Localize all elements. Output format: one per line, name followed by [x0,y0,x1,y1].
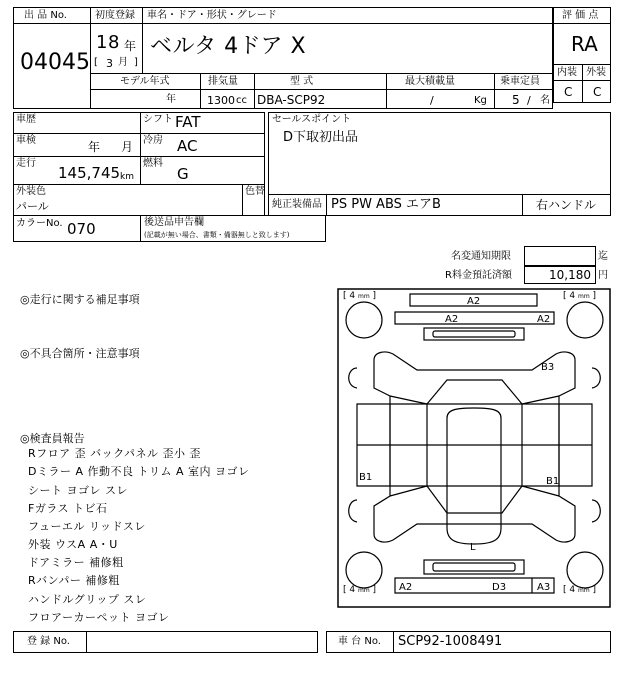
shift: FAT [175,113,201,131]
reg-no-label: 登 録 No. [27,636,70,647]
remark-line: Rフロア 歪 バックパネル 歪小 歪 [28,447,201,460]
windshield-outline [427,380,522,404]
remark-line: ドアミラー 補修粗 [28,556,124,569]
tire-depth-fr: [ 4 mm ] [563,291,597,301]
name-change-box [524,246,596,266]
inspection-month-unit: 月 [121,140,134,154]
damage-mark: A2 [445,314,459,325]
tire-depth-rr: [ 4 mm ] [563,585,597,595]
displacement-unit: cc [236,95,247,106]
rear-plate [424,560,524,574]
type: DBA-SCP92 [257,93,326,107]
displacement: 1300 [207,94,235,107]
interior-label: 内装 [557,67,577,78]
tire-depth-fl: [ 4 mm ] [343,291,377,301]
load-label: 最大積載量 [405,76,455,87]
left-mirror [349,368,357,388]
first-reg-label: 初度登録 [95,10,135,21]
type-label: 型 式 [290,76,314,87]
lot-no: 04045 [20,50,90,75]
ac-label: 冷房 [143,135,163,146]
displacement-label: 排気量 [208,76,238,87]
equipment: PS PW ABS エアB [331,197,441,212]
shift-label: シフト [143,114,173,125]
rear-window-outline [427,486,522,513]
late-reg-note: (記載が無い場合、書類・備器無しと致します) [144,231,290,239]
chassis-label: 車 台 No. [338,636,381,647]
recycle-unit: 円 [598,270,608,281]
remark-line: ハンドルグリップ スレ [28,593,147,606]
damage-mark: A2 [537,314,551,325]
front-plate [424,328,524,340]
remark-line: Rバンパー 補修粗 [28,574,120,587]
exterior-score: C [593,85,602,99]
damage-mark: B1 [546,476,560,487]
right-mirror [592,368,600,388]
defects-label: ◎不具合箇所・注意事項 [20,347,140,360]
fuel-label: 燃料 [143,158,163,169]
name-change-unit: 迄 [598,251,608,262]
ac: AC [177,137,198,155]
exterior-label: 外装 [586,67,606,78]
interior-score: C [564,85,573,99]
history-label: 車歴 [16,114,36,125]
remark-line: フロアーカーペット ヨゴレ [28,611,170,624]
mileage-unit: km [120,172,134,182]
fuel: G [177,165,189,183]
damage-mark: D3 [492,582,507,593]
load-unit: Kg [474,95,487,106]
capacity-label: 乗車定員 [500,76,540,87]
mileage-label: 走行 [16,158,36,169]
inspector-label: ◎検査員報告 [20,432,85,445]
damage-mark: A2 [467,296,481,307]
wheel-rear-right [567,552,603,588]
car-name: ベルタ 4ドア X [150,34,307,59]
front-bumper-lower [395,312,554,324]
late-reg-label: 後送品申告欄 [144,217,204,228]
mileage: 145,745 [58,164,121,182]
remark-line: Dミラー A 作動不良 トリム A 室内 ヨゴレ [28,465,250,478]
capacity: 5 [512,93,520,107]
color-no: 070 [67,220,96,238]
lot-no-label: 出 品 No. [24,10,67,21]
score: RA [571,32,598,56]
color-no-label: カラーNo. [16,218,63,229]
handle: 右ハンドル [536,198,597,212]
recycle-value: 10,180 [549,268,591,282]
month-unit: 月 [118,57,128,68]
first-reg-month: 3 [106,57,113,70]
name-label: 車名・ドア・形状・グレード [147,10,277,21]
car-damage-diagram [337,288,612,610]
recycle-label: R料金預託済額 [445,270,512,281]
inspection-label: 車検 [16,135,36,146]
sales-point-label: セールスポイント [272,114,352,125]
details-box [13,112,265,216]
repaint-label: 色替 [245,186,265,197]
driving-remarks-label: ◎走行に関する補足事項 [20,293,140,306]
remark-line: シート ヨゴレ スレ [28,484,128,497]
score-label: 評 価 点 [562,10,599,21]
remark-line: 外装 ウスA A・U [28,538,118,551]
damage-mark: B1 [359,472,373,483]
year-unit: 年 [124,39,137,53]
tire-depth-rl: [ 4 mm ] [343,585,377,595]
remark-line: Fガラス トビ石 [28,502,108,515]
inspection-year-unit: 年 [88,140,101,154]
wheel-front-left [346,302,382,338]
name-change-label: 名変通知期限 [451,251,511,262]
load-value: / [430,94,434,107]
sales-point: D下取初出品 [283,130,359,145]
remark-line: フューエル リッドスレ [28,520,146,533]
damage-mark: B3 [541,362,555,373]
model-year-label: モデル年式 [120,76,170,87]
capacity-unit: 名 [540,95,550,106]
color-label: 外装色 [16,186,46,197]
wheel-rear-left [346,552,382,588]
first-reg-year: 18 [96,32,120,53]
wheel-front-right [567,302,603,338]
color: パール [16,200,49,213]
equipment-label: 純正装備品 [272,199,322,210]
damage-mark: A3 [537,582,551,593]
damage-mark: L [470,542,476,553]
damage-mark: A2 [399,582,413,593]
chassis-no: SCP92-1008491 [398,634,503,649]
capacity-slash: / [527,94,531,107]
rear-bumper [395,578,554,593]
model-year-unit: 年 [166,94,176,105]
